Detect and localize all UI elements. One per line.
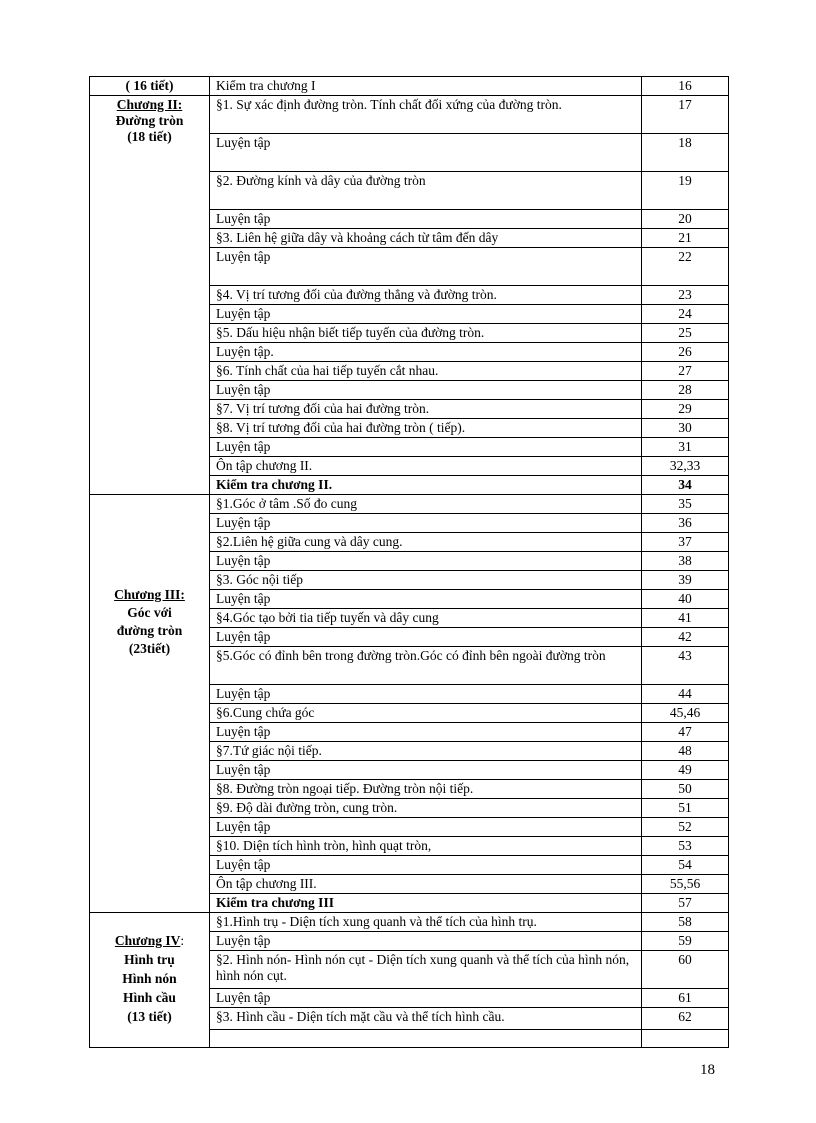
lesson-cell: §1.Góc ở tâm .Số đo cung: [210, 495, 642, 514]
lesson-cell: §2.Liên hệ giữa cung và dây cung.: [210, 533, 642, 552]
lesson-cell: Kiểm tra chương I: [210, 77, 642, 96]
period-cell: 60: [642, 951, 729, 989]
period-cell: 62: [642, 1008, 729, 1030]
table-row: [90, 913, 729, 932]
period-cell: 34: [642, 476, 729, 495]
period-cell: 51: [642, 799, 729, 818]
period-cell: 24: [642, 305, 729, 324]
chapter-3-title: Chương III:: [114, 587, 185, 602]
period-cell: 47: [642, 723, 729, 742]
period-cell: 19: [642, 172, 729, 210]
lesson-cell: Ôn tập chương II.: [210, 457, 642, 476]
lesson-cell: Ôn tập chương III.: [210, 875, 642, 894]
period-cell: 40: [642, 590, 729, 609]
lesson-cell: Kiểm tra chương III: [210, 894, 642, 913]
lesson-cell: §6.Cung chứa góc: [210, 704, 642, 723]
lesson-cell: Kiểm tra chương II.: [210, 476, 642, 495]
lesson-cell: Luyện tập: [210, 438, 642, 457]
lesson-cell: §1.Hình trụ - Diện tích xung quanh và thể tích của hình trụ.: [210, 913, 642, 932]
chapter-2-cell: [90, 96, 210, 495]
period-cell: 44: [642, 685, 729, 704]
period-cell: 45,46: [642, 704, 729, 723]
lesson-cell: Luyện tập: [210, 552, 642, 571]
period-cell: 32,33: [642, 457, 729, 476]
period-cell: 41: [642, 609, 729, 628]
lesson-cell: Luyện tập: [210, 628, 642, 647]
lesson-cell: Luyện tập: [210, 818, 642, 837]
lesson-cell: Luyện tập: [210, 381, 642, 400]
chapter-3-cell: [90, 495, 210, 913]
period-cell: 59: [642, 932, 729, 951]
period-cell: 21: [642, 229, 729, 248]
chapter-1-cell: [90, 77, 210, 96]
table-row: [90, 495, 729, 514]
lesson-cell: §3. Hình cầu - Diện tích mặt cầu và thể tích hình cầu.: [210, 1008, 642, 1030]
chapter-3-name-1: Góc với: [127, 605, 172, 620]
period-cell: 57: [642, 894, 729, 913]
period-cell: 27: [642, 362, 729, 381]
period-cell: 30: [642, 419, 729, 438]
lesson-cell: §5.Góc có đỉnh bên trong đường tròn.Góc có đỉnh bên ngoài đường tròn: [210, 647, 642, 685]
period-cell: 37: [642, 533, 729, 552]
chapter-2-title: Chương II:: [116, 97, 183, 112]
period-cell: 16: [642, 77, 729, 96]
period-cell: 38: [642, 552, 729, 571]
period-cell: 18: [642, 134, 729, 172]
chapter-4-name-3: Hình cầu: [123, 990, 176, 1005]
lesson-cell: Luyện tập: [210, 685, 642, 704]
lesson-cell: Luyện tập: [210, 248, 642, 286]
period-cell: 55,56: [642, 875, 729, 894]
lesson-cell: §3. Góc nội tiếp: [210, 571, 642, 590]
lesson-cell: Luyện tập: [210, 210, 642, 229]
period-cell: 22: [642, 248, 729, 286]
period-cell: 25: [642, 324, 729, 343]
period-cell: 28: [642, 381, 729, 400]
chapter-4-title-text: Chương IV: [114, 933, 181, 948]
lesson-cell: Luyện tập: [210, 134, 642, 172]
period-cell: 50: [642, 780, 729, 799]
lesson-cell: Luyện tập: [210, 856, 642, 875]
period-cell: [642, 1030, 729, 1048]
period-cell: 43: [642, 647, 729, 685]
period-cell: 36: [642, 514, 729, 533]
period-cell: 29: [642, 400, 729, 419]
chapter-4-periods: (13 tiết): [127, 1009, 172, 1024]
lesson-cell: §8. Vị trí tương đối của hai đường tròn ( tiếp).: [210, 419, 642, 438]
lesson-cell: Luyện tập: [210, 932, 642, 951]
period-cell: 42: [642, 628, 729, 647]
chapter-1-periods: ( 16 tiết): [125, 78, 174, 93]
lesson-cell: §6. Tính chất của hai tiếp tuyến cắt nhau.: [210, 362, 642, 381]
period-cell: 17: [642, 96, 729, 134]
chapter-4-title-colon: :: [180, 933, 185, 948]
lesson-plan-table: [89, 76, 729, 1048]
period-cell: 20: [642, 210, 729, 229]
period-cell: 53: [642, 837, 729, 856]
period-cell: 61: [642, 989, 729, 1008]
period-cell: 54: [642, 856, 729, 875]
lesson-cell: §3. Liên hệ giữa dây và khoảng cách từ tâm đến dây: [210, 229, 642, 248]
lesson-cell: §5. Dấu hiệu nhận biết tiếp tuyến của đường tròn.: [210, 324, 642, 343]
lesson-cell: [210, 1030, 642, 1048]
chapter-4-name-2: Hình nón: [122, 971, 177, 986]
chapter-3-periods: (23tiết): [128, 641, 171, 656]
chapter-2-periods: (18 tiết): [127, 129, 172, 144]
lesson-cell: §7.Tứ giác nội tiếp.: [210, 742, 642, 761]
lesson-cell: §9. Độ dài đường tròn, cung tròn.: [210, 799, 642, 818]
lesson-cell: Luyện tập: [210, 590, 642, 609]
chapter-4-title: [96, 933, 203, 949]
lesson-cell: §10. Diện tích hình tròn, hình quạt tròn,: [210, 837, 642, 856]
period-cell: 23: [642, 286, 729, 305]
chapter-3-name-2: đường tròn: [116, 623, 183, 638]
period-cell: 48: [642, 742, 729, 761]
period-cell: 26: [642, 343, 729, 362]
table-row: [90, 96, 729, 134]
period-cell: 58: [642, 913, 729, 932]
page-number: 18: [700, 1062, 715, 1078]
lesson-cell: Luyện tập: [210, 514, 642, 533]
lesson-cell: §2. Đường kính và dây của đường tròn: [210, 172, 642, 210]
lesson-cell: §1. Sự xác định đường tròn. Tính chất đối xứng của đường tròn.: [210, 96, 642, 134]
lesson-cell: Luyện tập: [210, 305, 642, 324]
table-row: [90, 77, 729, 96]
lesson-cell: Luyện tập: [210, 989, 642, 1008]
chapter-4-name-1: Hình trụ: [124, 952, 175, 967]
period-cell: 35: [642, 495, 729, 514]
lesson-cell: Luyện tập: [210, 723, 642, 742]
lesson-cell: §7. Vị trí tương đối của hai đường tròn.: [210, 400, 642, 419]
lesson-cell: §4. Vị trí tương đối của đường thẳng và đường tròn.: [210, 286, 642, 305]
lesson-cell: §4.Góc tạo bởi tia tiếp tuyến và dây cung: [210, 609, 642, 628]
lesson-cell: Luyện tập: [210, 761, 642, 780]
period-cell: 49: [642, 761, 729, 780]
period-cell: 52: [642, 818, 729, 837]
period-cell: 31: [642, 438, 729, 457]
lesson-cell: §2. Hình nón- Hình nón cụt - Diện tích xung quanh và thể tích của hình nón, hình nón cụt.: [210, 951, 642, 989]
lesson-cell: §8. Đường tròn ngoại tiếp. Đường tròn nội tiếp.: [210, 780, 642, 799]
period-cell: 39: [642, 571, 729, 590]
chapter-4-cell: [90, 913, 210, 1048]
chapter-2-name: Đường tròn: [115, 113, 184, 128]
lesson-cell: Luyện tập.: [210, 343, 642, 362]
